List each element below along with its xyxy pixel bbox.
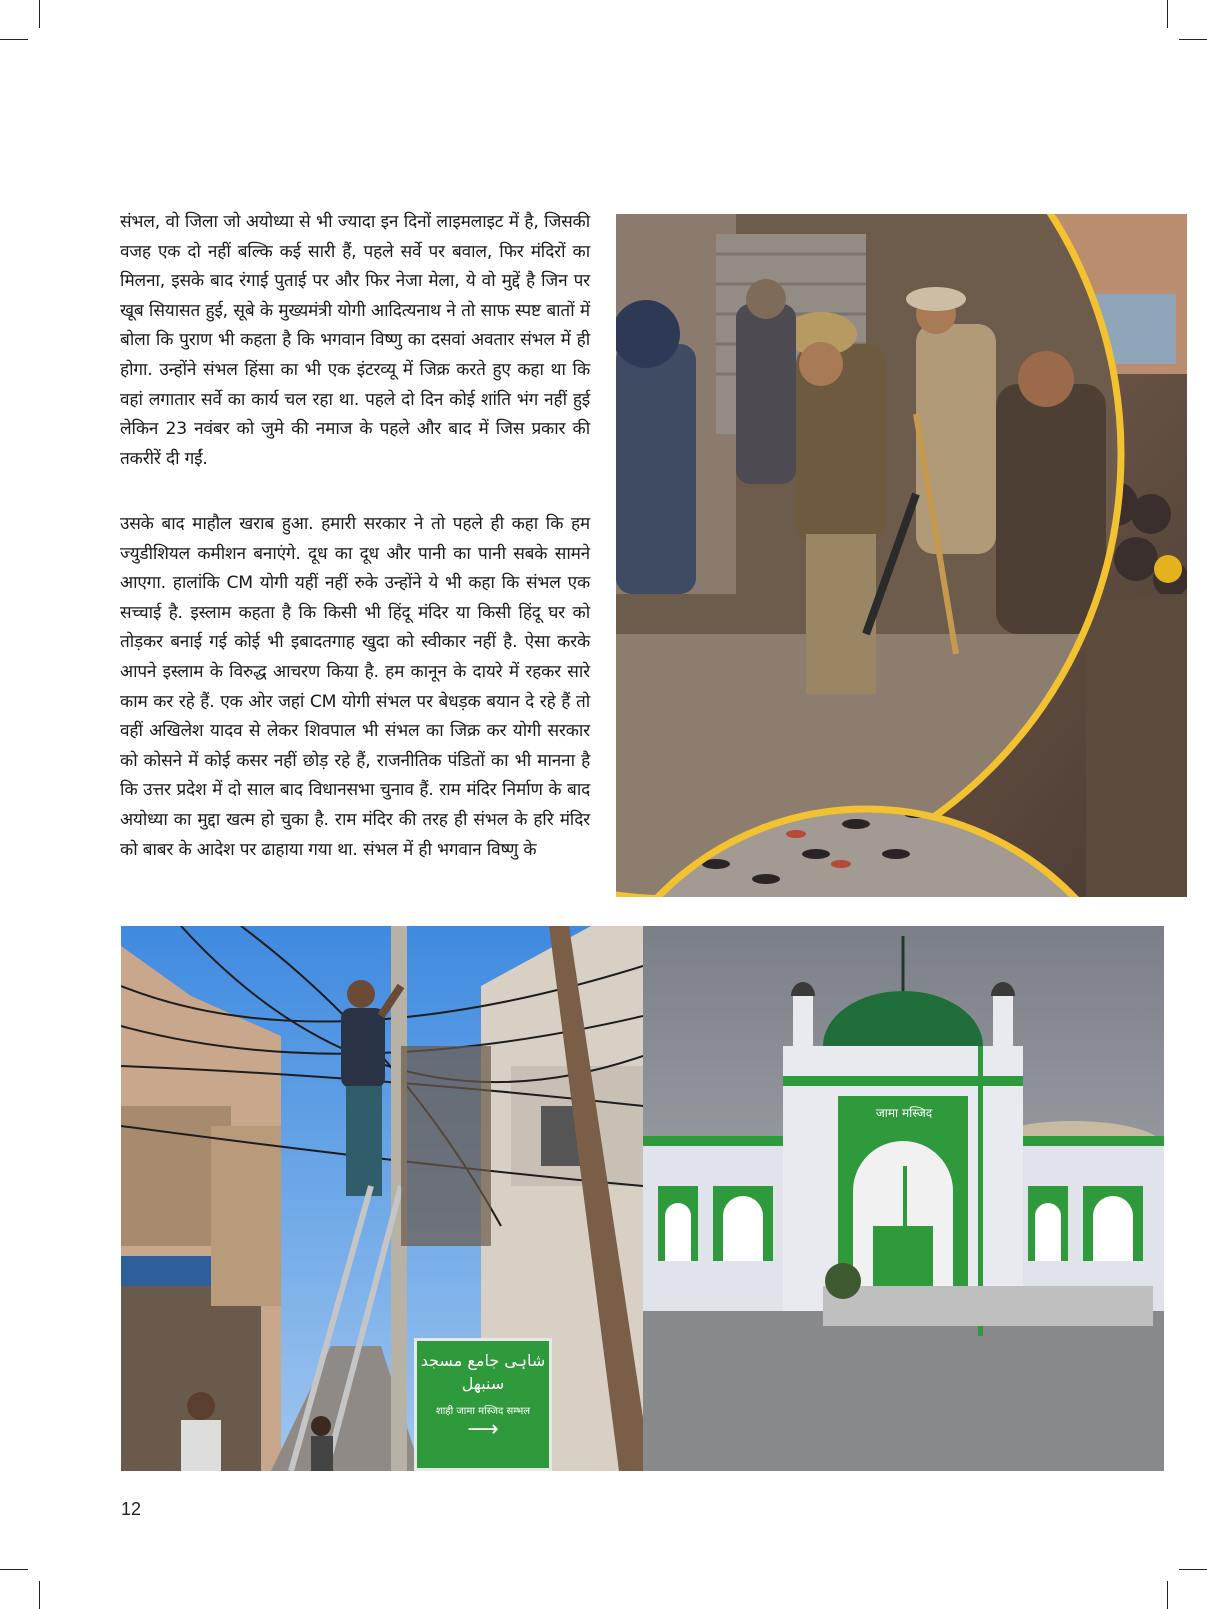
mosque-plaque-text: जामा मस्जिद [875, 1106, 933, 1120]
mosque-plaque [845, 1102, 963, 1124]
signboard-urdu-line-1: شاہی جامع مسجد [420, 1351, 546, 1370]
article-paragraph-1 [120, 208, 590, 474]
article-paragraph-2 [120, 510, 590, 865]
signboard-urdu-line-2: سنبھل [461, 1374, 505, 1393]
signboard-hindi-line: शाही जामा मस्जिद सम्भल [435, 1406, 531, 1417]
page-number: 12 [121, 1499, 142, 1519]
paragraph-text: उसके बाद माहौल खराब हुआ. हमारी सरकार ने तो पहले ही कहा कि हम ज्युडीशियल कमीशन बनाएंगे. दूध का दूध और पानी का पानी सबके सामने आएगा. हालांकि CM योगी यहीं नहीं रुके उन्होंने ये भी कहा कि संभल एक सच्चाई है. इस्लाम कहता है कि किसी भी हिंदू मंदिर या किसी हिंदू घर को तोड़कर बनाई गई कोई भी इबादतगाह खुदा को स्वीकार नहीं है. ऐसा करके आपने इस्लाम के विरुद्ध आचरण किया है. हम कानून के दायरे में रहकर सारे काम कर रहे हैं. एक ओर जहां CM योगी संभल पर बेधड़क बयान दे रहे हैं तो वहीं अखिलेश यादव से लेकर शिवपाल भी संभल का जिक्र कर योगी सरकार को कोसने में कोई कसर नहीं छोड़ रहे हैं, राजनीतिक पंडितों का भी मानना है कि उत्तर प्रदेश में दो साल बाद विधानसभा चुनाव हैं. राम मंदिर निर्माण के बाद अयोध्या का मुद्दा खत्म हो चुका है. राम मंदिर की तरह ही संभल के हरि मंदिर को बाबर के आदेश पर ढाहाया गया था. संभल में ही भगवान विष्णु के [120, 514, 590, 860]
paragraph-text: संभल, वो जिला जो अयोध्या से भी ज्यादा इन दिनों लाइमलाइट में है, जिसकी वजह एक दो नहीं बल्कि कई सारी हैं, पहले सर्वे पर बवाल, फिर मंदिरों का मिलना, इसके बाद रंगाई पुताई पर और फिर नेजा मेला, ये वो मुद्दें है जिन पर खूब सियासत हुई, सूबे के मुख्यमंत्री योगी आदित्यनाथ ने तो साफ स्पष्ट बातों में बोला कि पुराण भी कहता है कि भगवान विष्णु का दसवां अवतार संभल में ही होगा. उन्होंने संभल हिंसा का भी एक इंटरव्यू में जिक्र करते हुए कहा था कि वहां लगातार सर्वे का कार्य चल रहा था. पहले दो दिन कोई शांति भंग नहीं हुई लेकिन 23 नवंबर को जुमे की नमाज के पहले और बाद में जिस प्रकार की तकरीरें दी गईं. [120, 212, 590, 469]
mosque-image [643, 926, 1164, 1471]
street-ladder-photo [121, 926, 643, 1471]
crop-mark-top-right-h [1179, 39, 1207, 40]
crop-mark-bottom-left-h [0, 1569, 28, 1570]
crop-mark-top-right-v [1167, 0, 1168, 28]
crop-mark-bottom-left-v [39, 1581, 40, 1609]
crop-mark-bottom-right-h [1179, 1569, 1207, 1570]
crop-mark-bottom-right-v [1167, 1581, 1168, 1609]
street-scene-image [121, 926, 643, 1471]
police-collage-image [616, 214, 1187, 897]
shahi-jama-masjid-signboard [414, 1338, 552, 1471]
police-collage-photo [616, 214, 1187, 897]
crop-mark-top-left-h [0, 39, 28, 40]
arrow-right-icon: ⟶ [467, 1417, 499, 1442]
jama-masjid-photo [643, 926, 1164, 1471]
crop-mark-top-left-v [39, 0, 40, 28]
